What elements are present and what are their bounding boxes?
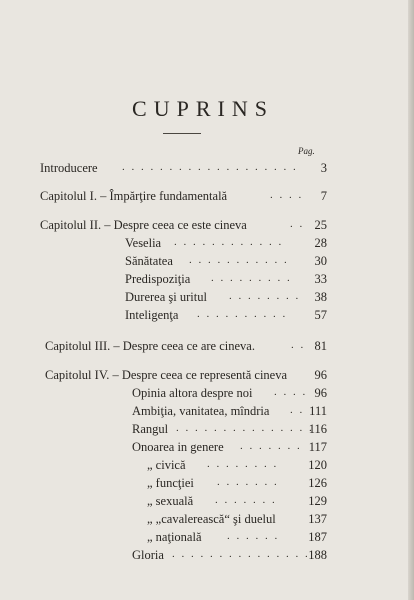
page-edge-shadow <box>408 0 414 600</box>
entry-label: Capitolul IV. – Despre ceea ce representă cineva <box>45 368 288 382</box>
entry-page: 3 <box>320 161 327 175</box>
entry-label: „ naţională <box>147 530 202 544</box>
entry-page: 38 <box>314 290 327 304</box>
dot-leader: . . . . . . . . . . . . . . . <box>176 422 314 434</box>
toc-entry-durerea <box>125 289 327 305</box>
dot-leader: . . <box>291 339 306 351</box>
dot-leader: . . . . <box>274 386 308 398</box>
entry-label: „ funcţiei <box>147 476 194 490</box>
entry-label: „ civică <box>147 458 186 472</box>
toc-entry-gloria <box>132 547 327 563</box>
dot-leader: . . . . . . . . <box>207 458 279 470</box>
entry-label: Capitolul I. – Împărţire fundamentală <box>40 189 228 203</box>
entry-page: 7 <box>320 189 327 203</box>
dot-leader: . . . . . . <box>227 530 280 542</box>
entry-page: 33 <box>314 272 327 286</box>
dot-leader: . . . . <box>270 189 304 201</box>
entry-page: 28 <box>314 236 327 250</box>
page-column-label: Pag. <box>298 146 315 156</box>
entry-label: Capitolul III. – Despre ceea ce are cineva. <box>45 339 255 353</box>
toc-entry-onoarea <box>132 439 327 455</box>
toc-entry-capitolul-3 <box>45 338 327 354</box>
entry-label: Introducere <box>40 161 98 175</box>
toc-entry-functiei <box>147 475 327 491</box>
entry-label: Opinia altora despre noi <box>132 386 253 400</box>
entry-label: Predispoziţia <box>125 272 191 286</box>
entry-page: 57 <box>314 308 327 322</box>
entry-page: 187 <box>308 530 327 544</box>
dot-leader: . . <box>290 218 305 230</box>
entry-label: Onoarea in genere <box>132 440 224 454</box>
entry-label: „ sexuală <box>147 494 194 508</box>
entry-page: 81 <box>314 339 327 353</box>
toc-entry-rangul <box>132 421 327 437</box>
entry-label: Ambiţia, vanitatea, mîndria <box>132 404 270 418</box>
title-underline <box>163 133 201 134</box>
dot-leader: . . <box>290 404 305 416</box>
toc-entry-capitolul-4 <box>45 367 327 383</box>
entry-page: 120 <box>308 458 327 472</box>
entry-page: 116 <box>308 422 327 436</box>
entry-label: Inteligenţa <box>125 308 179 322</box>
entry-label: Gloria <box>132 548 164 562</box>
dot-leader: . . . . . . . <box>217 476 279 488</box>
entry-page: 117 <box>308 440 327 454</box>
entry-page: 30 <box>314 254 327 268</box>
dot-leader: . . . . . . . . . . . . <box>174 236 284 248</box>
entry-label: Capitolul II. – Despre ceea ce este cineva <box>40 218 247 232</box>
entry-label: „ „cavalerească“ şi duelul <box>147 512 276 526</box>
dot-leader: . . . . . . . . . . . <box>189 254 289 266</box>
dot-leader: . . . . . . . . . . . . . . . <box>172 548 310 560</box>
entry-page: 96 <box>314 386 327 400</box>
entry-page: 126 <box>308 476 327 490</box>
dot-leader: . . . . . . . <box>240 440 302 452</box>
dot-leader: . . . . . . . . . <box>211 272 292 284</box>
toc-entry-opinia <box>132 385 327 401</box>
toc-entry-introducere <box>40 160 327 176</box>
page-title: CUPRINS <box>132 96 274 121</box>
dot-leader: . . . . . . . <box>215 494 277 506</box>
entry-label: Rangul <box>132 422 169 436</box>
dot-leader: . . . . . . . . . . <box>197 308 288 320</box>
toc-entry-inteligenta <box>125 307 327 323</box>
toc-entry-cavalereasca <box>147 511 327 527</box>
dot-leader: . . . . . . . . . . . . . . . . . . . <box>122 161 298 173</box>
toc-entry-civica <box>147 457 327 473</box>
entry-page: 129 <box>308 494 327 508</box>
toc-entry-sanatatea <box>125 253 327 269</box>
dot-leader: . . . . . . . . <box>229 290 301 302</box>
toc-entry-sexuala <box>147 493 327 509</box>
toc-entry-ambitia <box>132 403 327 419</box>
toc-entry-predispozitia <box>125 271 327 287</box>
toc-entry-capitolul-1 <box>40 188 327 204</box>
entry-page: 25 <box>314 218 327 232</box>
toc-entry-nationala <box>147 529 327 545</box>
entry-label: Veselia <box>125 236 162 250</box>
toc-entry-capitolul-2 <box>40 217 327 233</box>
entry-page: 137 <box>308 512 327 526</box>
entry-label: Sănătatea <box>125 254 173 268</box>
entry-page: 111 <box>309 404 327 418</box>
toc-entry-veselia <box>125 235 327 251</box>
entry-page: 188 <box>308 548 327 562</box>
entry-page: 96 <box>314 368 327 382</box>
entry-label: Durerea şi uritul <box>125 290 207 304</box>
